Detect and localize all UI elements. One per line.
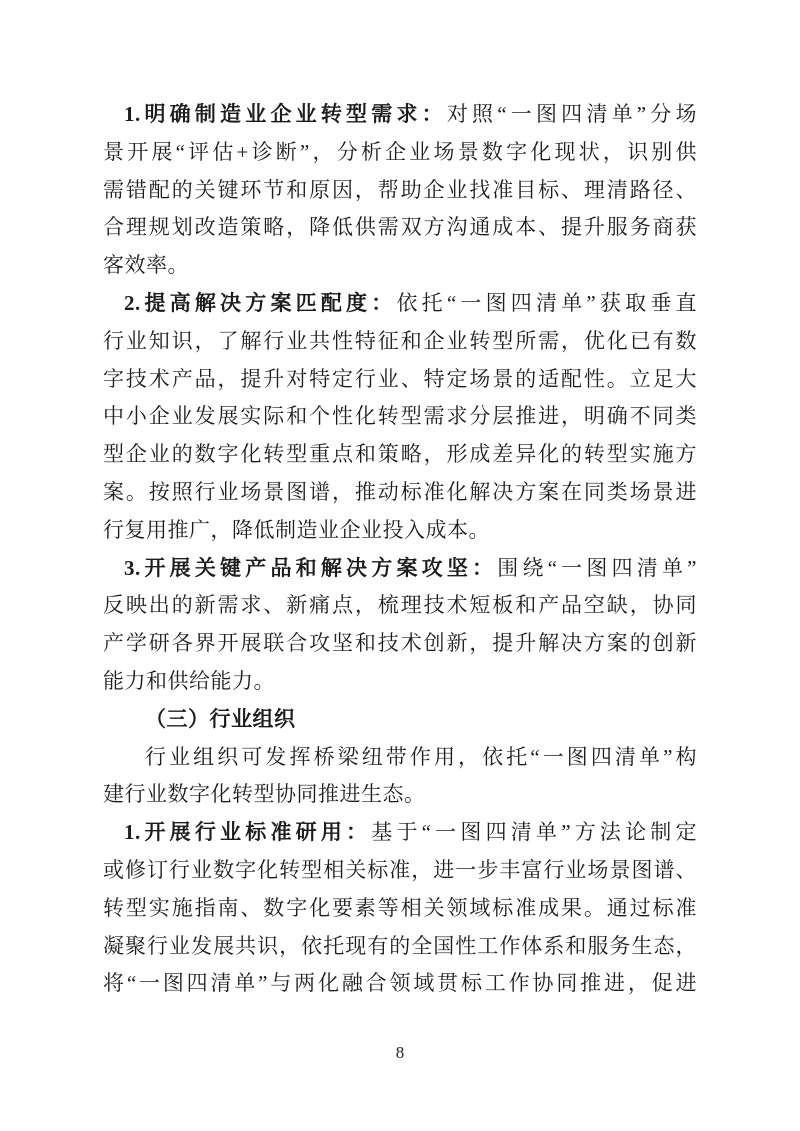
text-line: 合理规划改造策略，降低供需双方沟通成本、提升服务商获	[103, 215, 697, 240]
text-line: 或修订行业数字化转型相关标准，进一步丰富行业场景图谱、	[103, 857, 697, 882]
text-line: 将“一图四清单”与两化融合领域贯标工作协同推进，促进	[103, 971, 697, 996]
paragraph-lead: 1.开展行业标准研用：	[124, 820, 372, 845]
text-line: 中小企业发展实际和个性化转型需求分层推进，明确不同类	[103, 404, 697, 429]
text-line: 行业知识，了解行业共性特征和企业转型所需，优化已有数	[103, 328, 697, 353]
page-number: 8	[395, 1043, 405, 1062]
text-line: 景开展“评估+诊断”，分析企业场景数字化现状，识别供	[103, 139, 697, 164]
text-line: 2.提高解决方案匹配度：依托“一图四清单”获取垂直	[124, 290, 698, 315]
text-line: 反映出的新需求、新痛点，梳理技术短板和产品空缺，协同	[103, 593, 697, 618]
text-line	[103, 701, 697, 739]
text-line: 1.明确制造业企业转型需求：对照“一图四清单”分场	[124, 102, 697, 126]
text-line: 字技术产品，提升对特定行业、特定场景的适配性。立足大	[103, 366, 697, 391]
text-line: 产学研各界开展联合攻坚和技术创新，提升解决方案的创新	[103, 631, 697, 656]
document-body	[103, 96, 697, 1003]
paragraph-lead: （三）行业组织	[145, 706, 296, 731]
paragraph-lead: 3.开展关键产品和解决方案攻坚：	[124, 555, 498, 580]
text-line: 3.开展关键产品和解决方案攻坚：围绕“一图四清单”	[124, 555, 697, 580]
text-line: 凝聚行业发展共识，依托现有的全国性工作体系和服务生态，	[103, 933, 697, 958]
paragraph-lead: 2.提高解决方案匹配度：	[124, 290, 397, 315]
text-line: 案。按照行业场景图谱，推动标准化解决方案在同类场景进	[103, 479, 697, 504]
text-line: 能力和供给能力。	[103, 668, 275, 693]
text-line: 建行业数字化转型协同推进生态。	[103, 782, 426, 807]
text-line: 型企业的数字化转型重点和策略，形成差异化的转型实施方	[103, 442, 697, 467]
text-line: 行业组织可发挥桥梁纽带作用，依托“一图四清单”构	[145, 744, 697, 769]
text-line: 行复用推广，降低制造业企业投入成本。	[103, 517, 490, 542]
text-line: 1.开展行业标准研用：基于“一图四清单”方法论制定	[124, 820, 698, 845]
text-line: 客效率。	[103, 253, 189, 278]
text-line: 需错配的关键环节和原因，帮助企业找准目标、理清路径、	[103, 177, 697, 202]
paragraph-lead: 1.明确制造业企业转型需求：	[124, 102, 447, 126]
text-line: 转型实施指南、数字化要素等相关领域标准成果。通过标准	[103, 895, 697, 920]
